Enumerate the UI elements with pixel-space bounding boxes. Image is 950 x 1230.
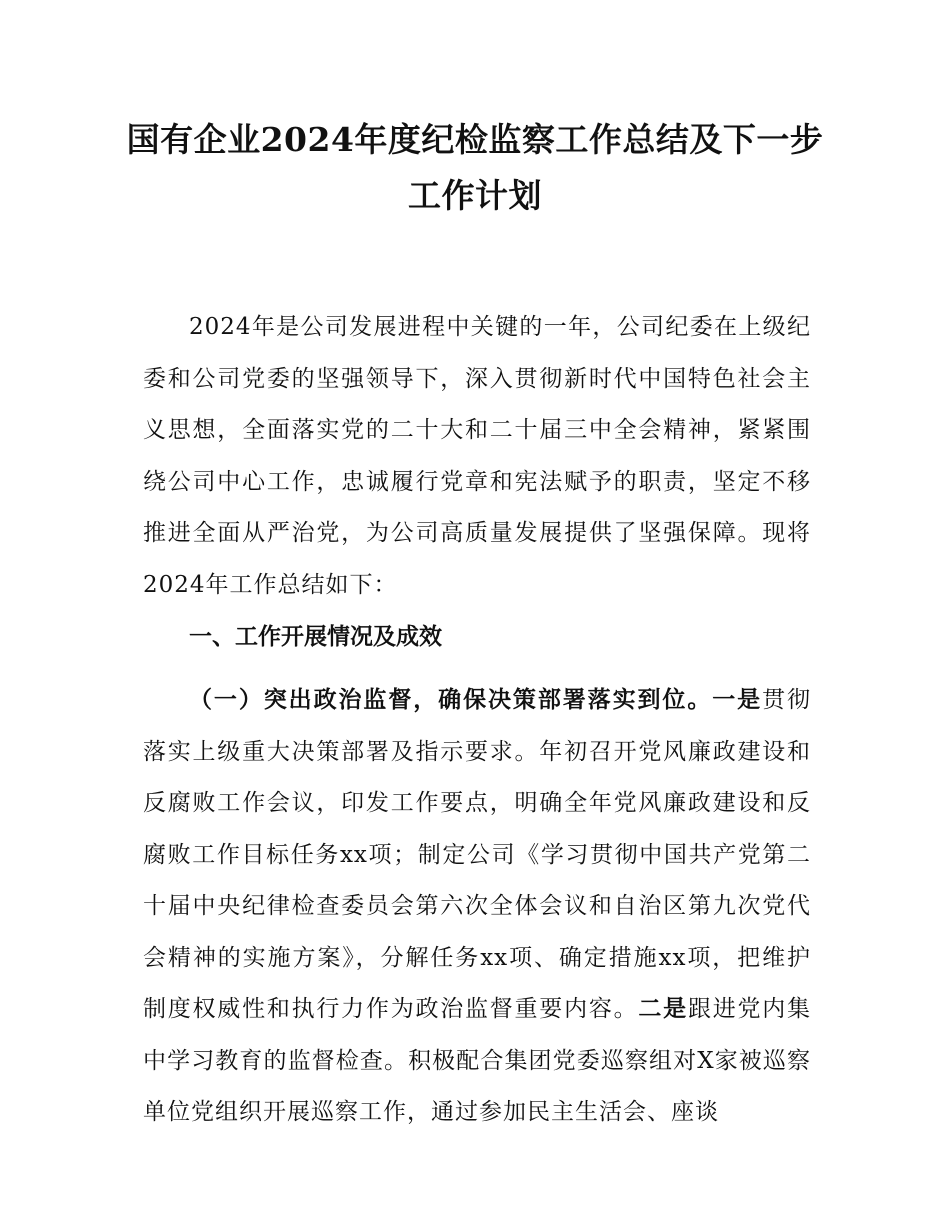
intro-paragraph: 2024年是公司发展进程中关键的一年，公司纪委在上级纪委和公司党委的坚强领导下，深入贯彻新时代中国特色社会主义思想，全面落实党的二十大和二十届三中全会精神，紧紧围绕公司中心工作，忠诚履行党章和宪法赋予的职责，坚定不移推进全面从严治党，为公司高质量发展提供了坚强保障。现将2024年工作总结如下： [143,314,811,598]
marker-first: 一是 [712,687,763,713]
document-title: 国有企业2024年度纪检监察工作总结及下一步工作计划 [126,120,824,215]
marker-second: 二是 [638,996,688,1022]
section-1-paragraph [143,675,811,1139]
subheading-1: （一）突出政治监督，确保决策部署落实到位。 [189,687,713,713]
section-1-text-2: 跟进党内集中学习教育的监督检查。积极配合集团党委巡察组对X家被巡察单位党组织开展巡察工作，通过参加民主生活会、座谈 [143,996,812,1125]
section-heading-1: 一、工作开展情况及成效 [189,624,442,650]
section-1-text-1: 贯彻落实上级重大决策部署及指示要求。年初召开党风廉政建设和反腐败工作会议，印发工作要点，明确全年党风廉政建设和反腐败工作目标任务xx项；制定公司《学习贯彻中国共产党第二十届中央纪律检查委员会第六次全体会议和自治区第九次党代会精神的实施方案》，分解任务xx项、确定措施xx项，把维护制度权威性和执行力作为政治监督重要内容。 [143,687,812,1022]
